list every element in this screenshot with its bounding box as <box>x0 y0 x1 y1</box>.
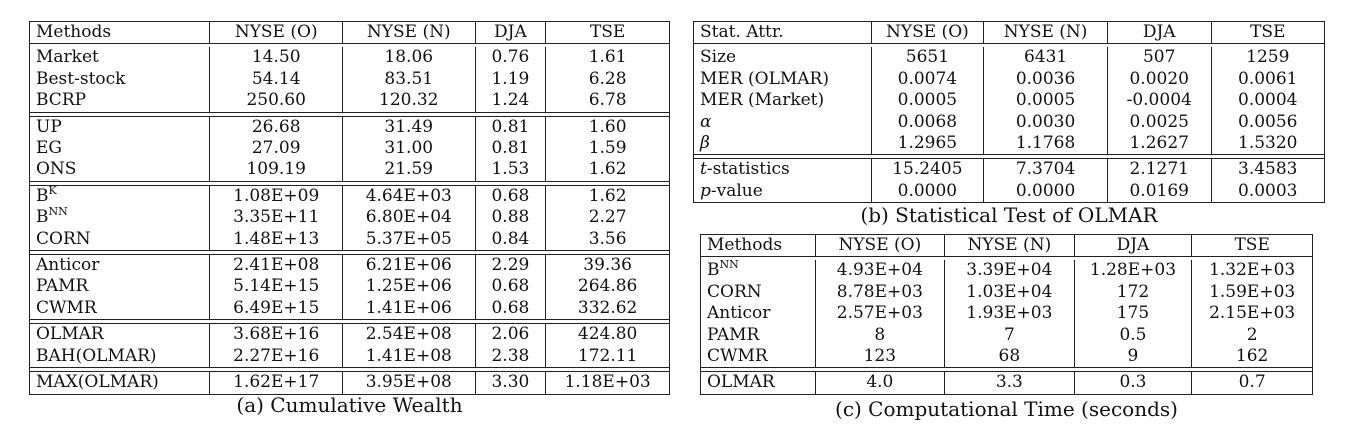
row-label: Market <box>30 47 210 68</box>
table-cell: 31.49 <box>343 116 476 138</box>
table-row <box>30 323 669 345</box>
row-label: α <box>694 112 872 133</box>
row-label: MER (Market) <box>694 90 872 111</box>
column-header: NYSE (N) <box>984 22 1108 44</box>
table-cell: 1.5320 <box>1212 133 1324 155</box>
table-cell: 8 <box>816 325 946 346</box>
table-cell: 1.08E+09 <box>210 185 343 207</box>
table-cell: 39.36 <box>546 254 669 276</box>
table-cell: 31.00 <box>343 138 476 159</box>
table-row <box>694 69 1324 90</box>
cumulative-wealth-caption: (a) Cumulative Wealth <box>236 393 463 417</box>
table-cell: 54.14 <box>210 69 343 90</box>
table-cell: 4.64E+03 <box>343 185 476 207</box>
table-cell: 6431 <box>984 47 1108 68</box>
table-cell: 0.0074 <box>872 69 985 90</box>
table-cell: 1.25E+06 <box>343 276 476 297</box>
column-header: NYSE (N) <box>343 22 476 44</box>
table-cell: 6.78 <box>546 90 669 112</box>
column-header: NYSE (O) <box>210 22 343 44</box>
statistical-test-table <box>693 21 1325 203</box>
table-cell: 0.0020 <box>1108 69 1212 90</box>
table-row <box>694 158 1324 180</box>
table-cell: 1.28E+03 <box>1075 260 1193 281</box>
table-row <box>30 254 669 276</box>
row-label: BAH(OLMAR) <box>30 346 210 368</box>
table-row <box>30 185 669 207</box>
table-cell: 162 <box>1192 346 1312 368</box>
table-cell: 1.2965 <box>872 133 985 155</box>
table-row <box>694 90 1324 111</box>
row-label: CWMR <box>701 346 816 368</box>
table-cell: 175 <box>1075 303 1193 324</box>
table-cell: 1.62E+17 <box>210 371 343 393</box>
table-cell: 0.76 <box>476 47 547 68</box>
table-cell: 3.30 <box>476 371 547 393</box>
table-cell: 1.59E+03 <box>1209 281 1296 302</box>
table-cell: 0.0056 <box>1238 111 1298 132</box>
table-cell: 4.0 <box>816 371 946 393</box>
table-cell: 1.53 <box>476 159 547 181</box>
table-row <box>694 181 1324 202</box>
table-cell: 1.41E+08 <box>343 346 476 368</box>
table-row <box>701 303 1312 324</box>
table-cell: 120.32 <box>343 90 476 112</box>
table-row <box>30 47 669 68</box>
table-cell: 1.03E+04 <box>945 282 1075 303</box>
row-label: ONS <box>30 159 210 181</box>
table-row <box>30 90 669 112</box>
table-cell: 0.84 <box>476 229 547 251</box>
statistical-test-caption: (b) Statistical Test of OLMAR <box>860 203 1158 227</box>
table-header-row <box>30 22 669 44</box>
table-cell: 250.60 <box>210 90 343 112</box>
table-cell: 1.32E+03 <box>1209 260 1296 281</box>
row-label: UP <box>30 116 210 138</box>
table-row <box>701 371 1312 393</box>
table-cell: 2.27E+16 <box>210 346 343 368</box>
column-header: NYSE (O) <box>816 235 946 257</box>
table-cell: 123 <box>816 346 946 368</box>
table-cell: 0.0004 <box>1238 90 1298 111</box>
table-cell: 5.37E+05 <box>343 229 476 251</box>
row-label: MER (OLMAR) <box>694 69 872 90</box>
table-cell: 2.57E+03 <box>816 303 946 324</box>
table-cell: 15.2405 <box>872 158 985 180</box>
table-cell: 18.06 <box>343 47 476 68</box>
table-cell: 3.35E+11 <box>210 207 343 228</box>
computational-time-caption: (c) Computational Time (seconds) <box>835 397 1178 421</box>
column-header: Methods <box>701 235 816 257</box>
table-cell: 3.68E+16 <box>210 323 343 345</box>
table-header-row <box>701 235 1312 257</box>
row-label: CORN <box>701 282 816 303</box>
table-cell: 1.62 <box>546 185 669 207</box>
row-label: OLMAR <box>30 323 210 345</box>
table-cell: 3.3 <box>945 371 1075 393</box>
table-cell: 2.1271 <box>1108 158 1212 180</box>
table-cell: 0.7 <box>1192 371 1312 393</box>
row-label: $B^{NN}$ <box>30 207 210 228</box>
table-cell: 0.68 <box>476 276 547 297</box>
row-label: OLMAR <box>701 371 816 393</box>
column-header: Methods <box>30 22 210 44</box>
column-header: TSE <box>1212 22 1324 44</box>
row-label: PAMR <box>701 325 816 346</box>
table-cell: 2.54E+08 <box>343 323 476 345</box>
table-cell: 1.59 <box>588 138 627 159</box>
table-cell: 9 <box>1075 346 1193 368</box>
table-cell: 8.78E+03 <box>816 282 946 303</box>
table-cell: 1.61 <box>588 47 627 68</box>
table-cell: 0.0005 <box>984 90 1108 111</box>
table-cell: 1.24 <box>476 90 547 112</box>
table-cell: 0.0061 <box>1238 68 1298 89</box>
column-header: NYSE (O) <box>872 22 985 44</box>
table-cell: 2 <box>1246 324 1258 345</box>
table-cell: 424.80 <box>546 323 669 345</box>
table-cell: 3.39E+04 <box>945 260 1075 281</box>
table-row <box>701 346 1312 368</box>
table-cell: 1.41E+06 <box>343 298 476 320</box>
table-cell: 1.2627 <box>1108 133 1212 155</box>
table-row <box>30 138 669 159</box>
table-row <box>694 47 1324 68</box>
table-row <box>694 112 1324 133</box>
table-cell: 0.0000 <box>984 181 1108 202</box>
column-header: TSE <box>1192 235 1312 257</box>
table-cell: 172.11 <box>546 346 669 368</box>
table-cell: 507 <box>1108 47 1212 68</box>
table-cell: 2.29 <box>476 254 547 276</box>
row-label: CWMR <box>30 298 210 320</box>
table-cell: 21.59 <box>343 159 476 181</box>
table-cell: 0.81 <box>476 138 547 159</box>
table-cell: 0.0169 <box>1108 181 1212 202</box>
column-header: DJA <box>1075 235 1193 257</box>
table-cell: 2.06 <box>476 323 547 345</box>
row-label: Anticor <box>30 254 210 276</box>
row-label: CORN <box>30 229 210 251</box>
table-cell: 264.86 <box>577 276 638 297</box>
row-label: PAMR <box>30 276 210 297</box>
table-cell: 7.3704 <box>984 158 1108 180</box>
table-cell: 4.93E+04 <box>816 260 946 281</box>
table-cell: 0.0025 <box>1108 112 1212 133</box>
row-label: Size <box>694 47 872 68</box>
table-cell: 0.81 <box>476 116 547 138</box>
table-cell: 26.68 <box>210 116 343 138</box>
table-cell: 0.0068 <box>872 112 985 133</box>
table-cell: 109.19 <box>210 159 343 181</box>
table-row <box>30 159 669 181</box>
table-cell: 1.60 <box>546 116 669 138</box>
table-cell: -0.0004 <box>1108 90 1212 111</box>
table-row <box>30 298 669 320</box>
table-cell: 5.14E+15 <box>210 276 343 297</box>
cumulative-wealth-table <box>29 21 670 395</box>
table-cell: 2.27 <box>588 207 627 228</box>
row-label: t-statistics <box>694 158 872 180</box>
table-row <box>30 207 669 228</box>
table-cell: 0.0005 <box>872 90 985 111</box>
row-label: β <box>694 133 872 155</box>
table-cell: 3.56 <box>546 229 669 251</box>
table-row <box>701 260 1312 281</box>
table-cell: 172 <box>1075 282 1193 303</box>
table-row <box>30 229 669 251</box>
table-cell: 0.0036 <box>984 69 1108 90</box>
column-header: DJA <box>476 22 547 44</box>
table-cell: 1.93E+03 <box>945 303 1075 324</box>
table-cell: 0.0003 <box>1238 180 1298 201</box>
table-row <box>30 276 669 297</box>
table-cell: 0.68 <box>476 298 547 320</box>
table-cell: 68 <box>945 346 1075 368</box>
table-header-row <box>694 22 1324 44</box>
table-cell: 0.68 <box>476 185 547 207</box>
table-cell: 5651 <box>872 47 985 68</box>
row-label: $B^{NN}$ <box>701 260 816 281</box>
table-row <box>701 325 1312 346</box>
table-cell: 1.18E+03 <box>546 371 669 393</box>
row-label: Best-stock <box>30 69 210 90</box>
table-cell: 0.5 <box>1075 325 1193 346</box>
computational-time-table <box>700 234 1313 395</box>
table-cell: 0.0030 <box>984 112 1108 133</box>
table-cell: 14.50 <box>210 47 343 68</box>
table-row <box>694 133 1324 155</box>
column-header: DJA <box>1108 22 1212 44</box>
table-cell: 2.15E+03 <box>1209 303 1296 324</box>
table-cell: 6.28 <box>588 68 627 89</box>
row-label: Anticor <box>701 303 816 324</box>
row-label: BCRP <box>30 90 210 112</box>
table-cell: 2.41E+08 <box>210 254 343 276</box>
table-cell: 1259 <box>1246 47 1290 68</box>
table-cell: 1.1768 <box>984 133 1108 155</box>
table-row <box>701 282 1312 303</box>
table-cell: 83.51 <box>343 69 476 90</box>
row-label: EG <box>30 138 210 159</box>
table-cell: 3.4583 <box>1212 158 1324 180</box>
table-row <box>30 371 669 393</box>
column-header: NYSE (N) <box>945 235 1075 257</box>
table-cell: 6.49E+15 <box>210 298 343 320</box>
table-cell: 332.62 <box>546 298 669 320</box>
column-header: Stat. Attr. <box>694 22 872 44</box>
table-row <box>30 346 669 368</box>
table-row <box>30 69 669 90</box>
table-cell: 6.21E+06 <box>343 254 476 276</box>
table-cell: 0.3 <box>1075 371 1193 393</box>
table-cell: 0.0000 <box>872 181 985 202</box>
table-cell: 1.62 <box>546 159 669 181</box>
table-cell: 6.80E+04 <box>343 207 476 228</box>
table-row <box>30 116 669 138</box>
table-cell: 2.38 <box>476 346 547 368</box>
table-cell: 0.88 <box>476 207 547 228</box>
table-cell: 3.95E+08 <box>343 371 476 393</box>
row-label: MAX(OLMAR) <box>30 371 210 393</box>
table-cell: 1.19 <box>476 69 547 90</box>
row-label: p-value <box>694 181 872 202</box>
table-cell: 7 <box>945 325 1075 346</box>
table-cell: 27.09 <box>210 138 343 159</box>
column-header: TSE <box>546 22 669 44</box>
table-cell: 1.48E+13 <box>210 229 343 251</box>
row-label: $B^K$ <box>30 185 210 207</box>
